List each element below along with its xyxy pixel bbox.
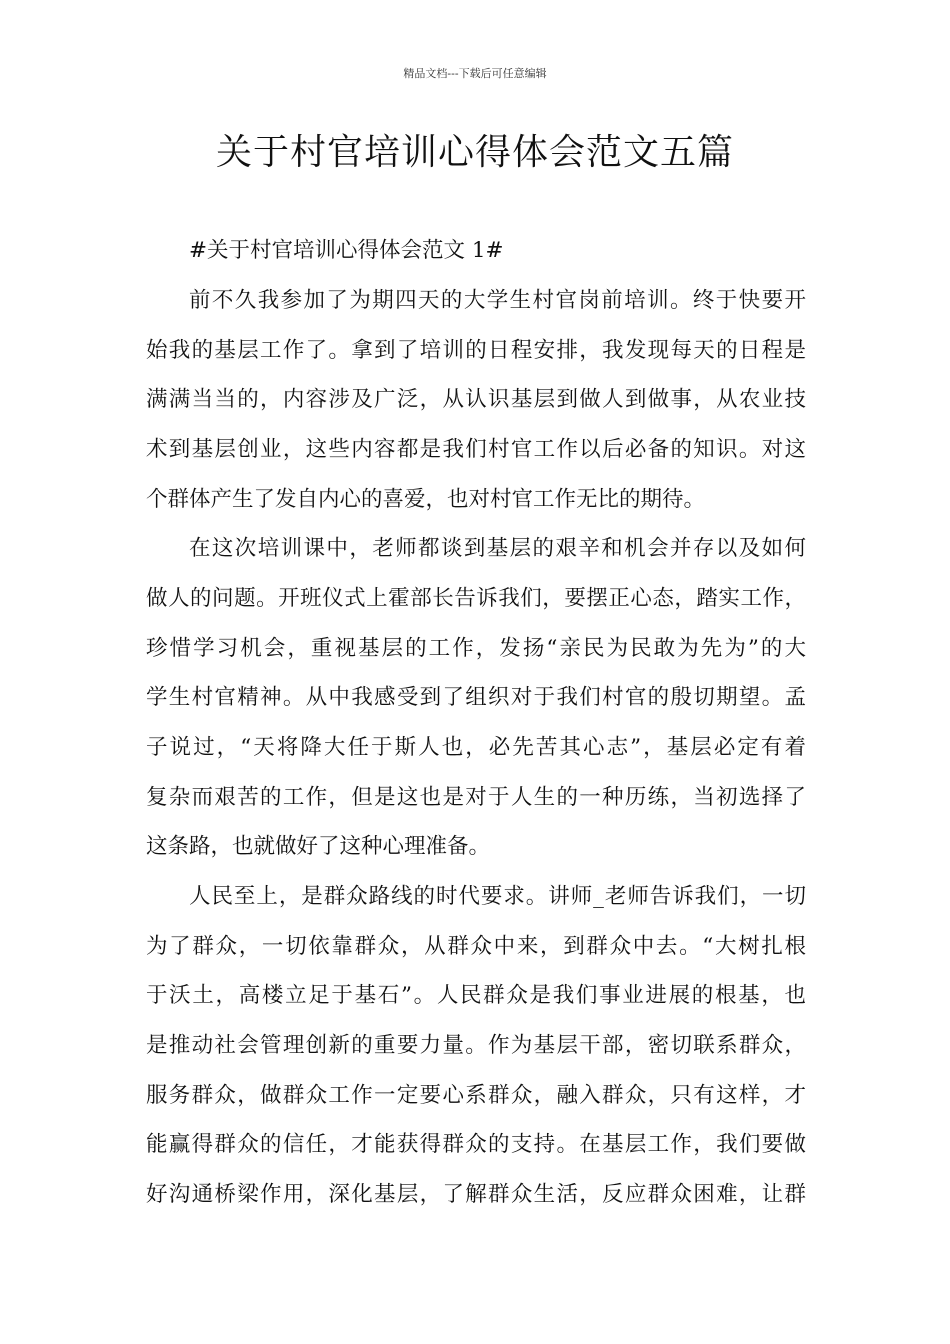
- document-title: 关于村官培训心得体会范文五篇: [215, 132, 734, 173]
- paragraph-line: 前不久我参加了为期四天的大学生村官岗前培训。终于快要开: [189, 288, 806, 313]
- paragraph-line: 珍惜学习机会，重视基层的工作，发扬“亲民为民敢为先为”的大: [146, 636, 806, 661]
- paragraph-line: 于沃土，高楼立足于基石”。人民群众是我们事业进展的根基，也: [146, 983, 806, 1008]
- header-note: 精品文档---下载后可任意编辑: [403, 67, 547, 80]
- paragraph-line: 始我的基层工作了。拿到了培训的日程安排，我发现每天的日程是: [146, 338, 806, 363]
- paragraph-line: 复杂而艰苦的工作，但是这也是对于人生的一种历练，当初选择了: [146, 785, 806, 810]
- paragraph-line: 人民至上，是群众路线的时代要求。讲师_老师告诉我们，一切: [189, 884, 806, 909]
- paragraph-line: 好沟通桥梁作用，深化基层，了解群众生活，反应群众困难，让群: [146, 1182, 806, 1207]
- paragraph-line: 满满当当的，内容涉及广泛，从认识基层到做人到做事，从农业技: [146, 387, 806, 412]
- paragraph-line: 学生村官精神。从中我感受到了组织对于我们村官的殷切期望。孟: [146, 685, 806, 710]
- paragraph-line: 这条路，也就做好了这种心理准备。: [146, 834, 491, 859]
- paragraph-line: 在这次培训课中，老师都谈到基层的艰辛和机会并存以及如何: [189, 536, 806, 561]
- paragraph-line: 是推动社会管理创新的重要力量。作为基层干部，密切联系群众，: [146, 1033, 806, 1058]
- paragraph-line: 术到基层创业，这些内容都是我们村官工作以后必备的知识。对这: [146, 437, 806, 462]
- paragraph-line: 为了群众，一切依靠群众，从群众中来，到群众中去。“大树扎根: [146, 934, 806, 959]
- paragraph-line: 服务群众，做群众工作一定要心系群众，融入群众，只有这样，才: [146, 1083, 806, 1108]
- paragraph-line: 个群体产生了发自内心的喜爱，也对村官工作无比的期待。: [146, 487, 706, 512]
- section-heading: #关于村官培训心得体会范文 1#: [189, 238, 504, 263]
- paragraph-line: 能赢得群众的信任，才能获得群众的支持。在基层工作，我们要做: [146, 1132, 806, 1157]
- paragraph-line: 做人的问题。开班仪式上霍部长告诉我们，要摆正心态，踏实工作，: [146, 586, 806, 611]
- paragraph-line: 子说过，“天将降大任于斯人也，必先苦其心志”，基层必定有着: [146, 735, 806, 760]
